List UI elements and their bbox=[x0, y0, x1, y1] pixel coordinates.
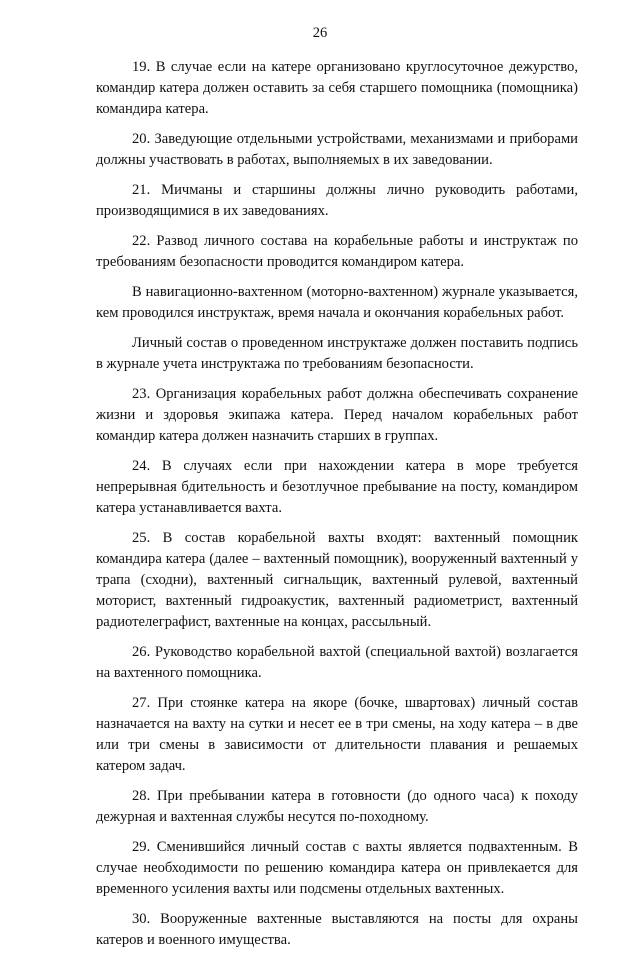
paragraph-27: 27. При стоянке катера на якоре (бочке, швартовах) личный состав назначается на вахту на сутки и несет ее в три смены, на ходу катера – в две или три смены в зависимости от длительности плавания и решаемых катером задач. bbox=[96, 695, 578, 774]
paragraph-23: 23. Организация корабельных работ должна обеспечивать сохранение жизни и здоровья экипажа катера. Перед началом корабельных работ командир катера должен назначить старших в группах. bbox=[96, 386, 578, 444]
paragraph-29: 29. Сменившийся личный состав с вахты является подвахтенным. В случае необходимости по решению командира катера он привлекается для временного усиления вахты или подсмены отдельных вахтенных. bbox=[96, 839, 578, 897]
paragraph-20: 20. Заведующие отдельными устройствами, механизмами и приборами должны участвовать в работах, выполняемых в их заведовании. bbox=[96, 131, 578, 168]
paragraph-19: 19. В случае если на катере организовано круглосуточное дежурство, командир катера должен оставить за себя старшего помощника (помощника) командира катера. bbox=[96, 59, 578, 117]
page-number: 26 bbox=[312, 25, 328, 41]
paragraph-22-logbook: В навигационно-вахтенном (моторно-вахтенном) журнале указывается, кем проводился инструктаж, время начала и окончания корабельных работ. bbox=[96, 284, 578, 321]
paragraph-26: 26. Руководство корабельной вахтой (специальной вахтой) возлагается на вахтенного помощника. bbox=[96, 644, 578, 681]
paragraph-22: 22. Развод личного состава на корабельные работы и инструктаж по требованиям безопасности проводится командиром катера. bbox=[96, 233, 578, 270]
paragraph-24: 24. В случаях если при нахождении катера в море требуется непрерывная бдительность и безотлучное пребывание на посту, командиром катера устанавливается вахта. bbox=[96, 458, 578, 516]
paragraph-25: 25. В состав корабельной вахты входят: вахтенный помощник командира катера (далее – вахтенный помощник), вооруженный вахтенный у трапа (сходни), вахтенный сигнальщик, вахтенный рулевой, вахтенный моторист, вахтенный гидроакустик, вахтенный радиометрист, вахтенный радиотелеграфист, вахтенные на концах, рассыльный. bbox=[96, 530, 578, 630]
paragraph-30: 30. Вооруженные вахтенные выставляются на посты для охраны катеров и военного имущества. bbox=[96, 911, 578, 948]
paragraph-22-signature: Личный состав о проведенном инструктаже должен поставить подпись в журнале учета инструктажа по требованиям безопасности. bbox=[96, 335, 578, 372]
paragraph-28: 28. При пребывании катера в готовности (до одного часа) к походу дежурная и вахтенная службы несутся по-походному. bbox=[96, 788, 578, 825]
paragraph-21: 21. Мичманы и старшины должны лично руководить работами, производящимися в их заведованиях. bbox=[96, 182, 578, 219]
document-body bbox=[96, 57, 578, 960]
